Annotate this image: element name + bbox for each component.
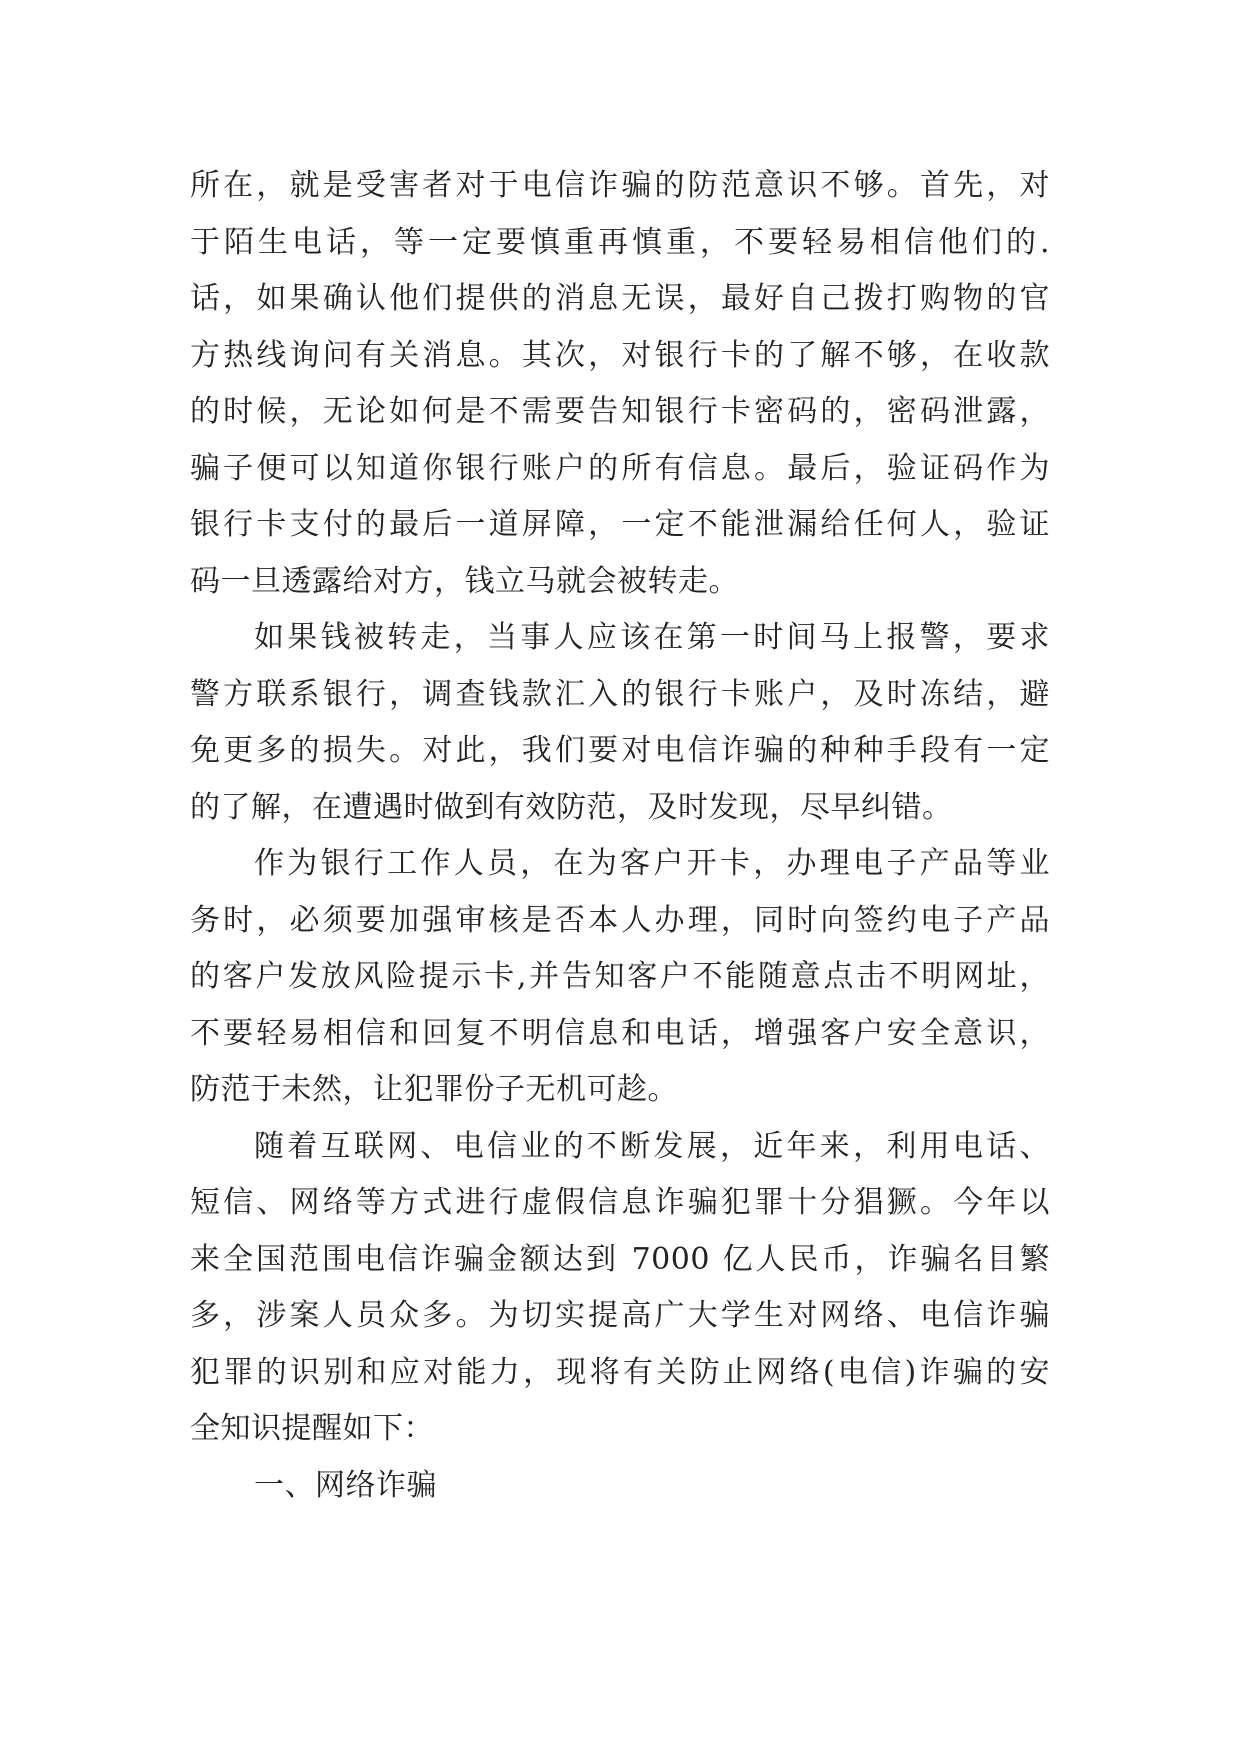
text-line: 话，如果确认他们提供的消息无误，最好自己拨打购物的官 <box>190 281 1050 316</box>
text-line: 骗子便可以知道你银行账户的所有信息。最后，验证码作为 <box>190 450 1050 486</box>
text-line: 不要轻易相信和回复不明信息和电话，增强客户安全意识， <box>190 1015 1050 1051</box>
text-line: 来全国范围电信诈骗金额达到 7000 亿人民币，诈骗名目繁 <box>190 1241 1050 1277</box>
document-body <box>190 158 1050 1514</box>
text-line: 多，涉案人员众多。为切实提高广大学生对网络、电信诈骗 <box>190 1298 1050 1333</box>
text-line: 犯罪的识别和应对能力，现将有关防止网络(电信)诈骗的安 <box>190 1354 1050 1390</box>
text-line: 随着互联网、电信业的不断发展，近年来，利用电话、 <box>254 1128 1050 1164</box>
text-line: 短信、网络等方式进行虚假信息诈骗犯罪十分猖獗。今年以 <box>190 1185 1050 1220</box>
text-line: 免更多的损失。对此，我们要对电信诈骗的种种手段有一定 <box>190 733 1050 768</box>
text-line: 方热线询问有关消息。其次，对银行卡的了解不够，在收款 <box>190 337 1050 373</box>
text-line: 作为银行工作人员，在为客户开卡，办理电子产品等业 <box>254 846 1050 881</box>
text-line: 务时，必须要加强审核是否本人办理，同时向签约电子产品 <box>190 902 1050 938</box>
text-line: 银行卡支付的最后一道屏障，一定不能泄漏给任何人，验证 <box>190 507 1050 542</box>
text-line: 的了解，在遭遇时做到有效防范，及时发现，尽早纠错。 <box>190 789 953 825</box>
text-line: 警方联系银行，调查钱款汇入的银行卡账户，及时冻结，避 <box>190 676 1050 712</box>
text-line: 一、网络诈骗 <box>254 1467 437 1503</box>
text-line: 所在，就是受害者对于电信诈骗的防范意识不够。首先，对 <box>190 168 1050 203</box>
text-line: 如果钱被转走，当事人应该在第一时间马上报警，要求 <box>254 620 1050 655</box>
text-line: 的时候，无论如何是不需要告知银行卡密码的，密码泄露， <box>190 394 1050 429</box>
text-line: 防范于未然，让犯罪份子无机可趁。 <box>190 1072 678 1107</box>
text-line: 全知识提醒如下： <box>190 1411 434 1446</box>
text-line: 于陌生电话，等一定要慎重再慎重，不要轻易相信他们的. <box>190 224 1050 260</box>
text-line: 码一旦透露给对方，钱立马就会被转走。 <box>190 563 739 599</box>
text-line: 的客户发放风险提示卡,并告知客户不能随意点击不明网址， <box>190 959 1050 994</box>
